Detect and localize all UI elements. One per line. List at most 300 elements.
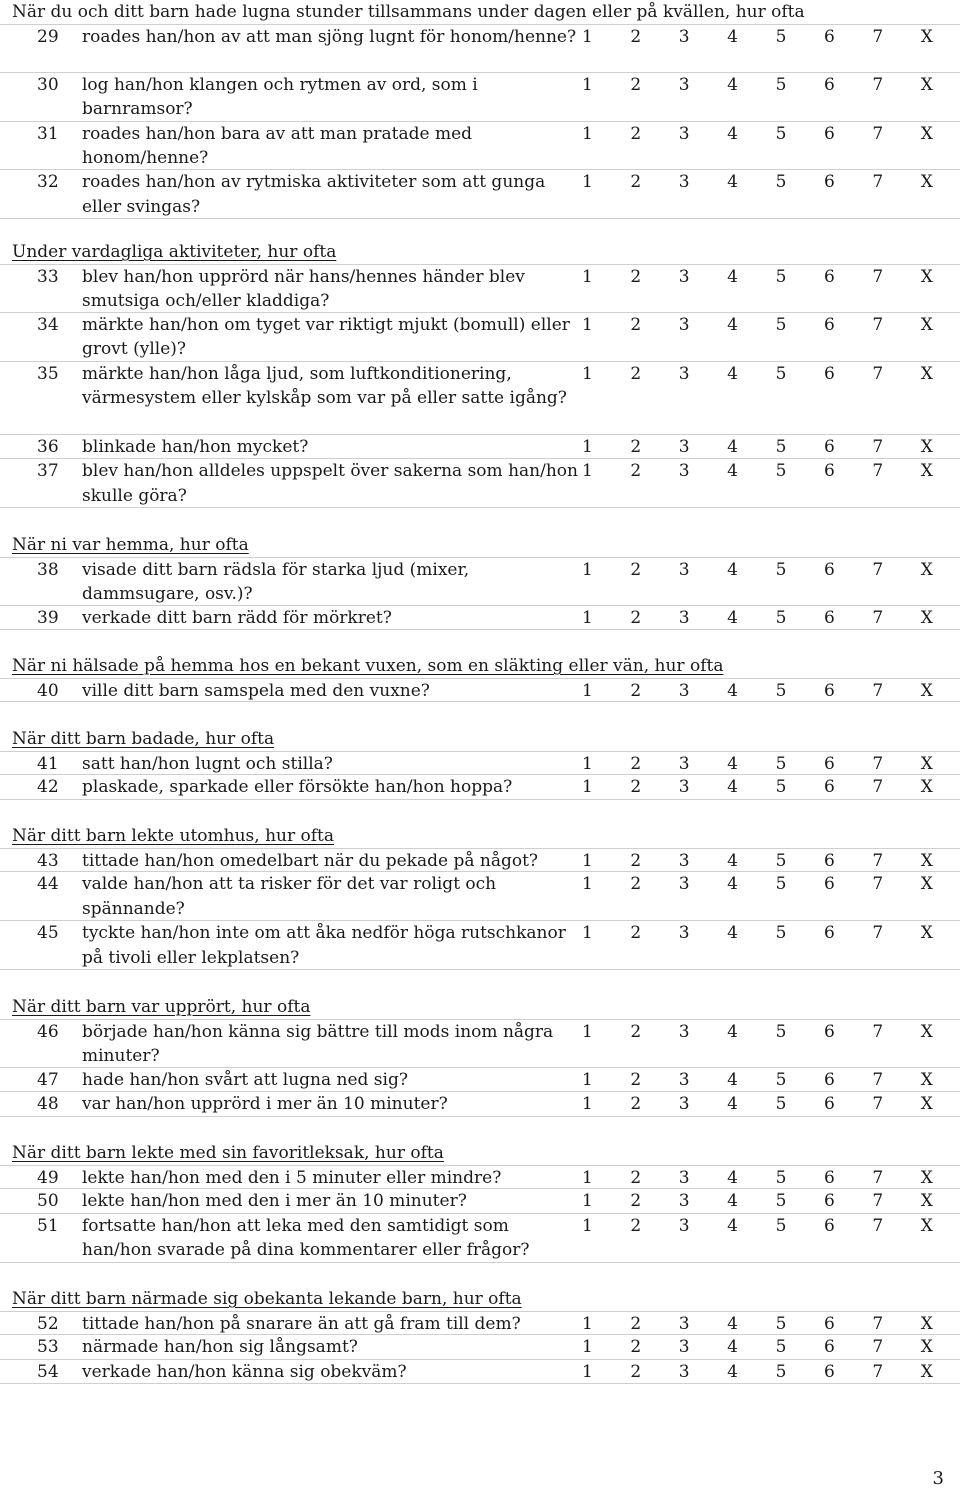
- answer-option[interactable]: 1: [582, 172, 593, 193]
- answer-scale: [582, 313, 951, 337]
- question-row: [0, 362, 960, 435]
- answer-option-dont-know[interactable]: X: [920, 1361, 933, 1382]
- answer-scale: [582, 849, 951, 873]
- answer-scale: [582, 73, 951, 97]
- answer-option[interactable]: 6: [823, 1337, 835, 1358]
- answer-option[interactable]: 7: [872, 923, 884, 944]
- question-number: 33: [37, 267, 59, 287]
- answer-option[interactable]: 7: [872, 754, 884, 774]
- answer-option[interactable]: 4: [727, 123, 738, 144]
- section-heading: När ditt barn var upprört, hur ofta: [12, 997, 311, 1017]
- answer-option[interactable]: 7: [872, 1168, 884, 1188]
- answer-option[interactable]: 2: [630, 560, 642, 580]
- answer-option[interactable]: 4: [727, 172, 738, 193]
- answer-option[interactable]: 1: [582, 363, 593, 384]
- answer-option[interactable]: 4: [727, 607, 738, 628]
- answer-option-dont-know[interactable]: X: [920, 1314, 933, 1334]
- answer-option[interactable]: 7: [872, 74, 884, 95]
- question-text: plaskade, sparkade eller försökte han/hon hoppa?: [82, 777, 513, 798]
- answer-option[interactable]: 1: [582, 560, 593, 580]
- question-section: [0, 654, 960, 702]
- answer-option[interactable]: 4: [727, 681, 738, 701]
- question-row: [0, 1311, 960, 1335]
- question-text: fortsatte han/hon att leka med den samtidigt som han/hon svarade på dina kommentarer eller frågor?: [82, 1215, 530, 1261]
- answer-option[interactable]: 5: [775, 1191, 787, 1212]
- answer-option[interactable]: 2: [630, 1361, 642, 1382]
- question-section: [0, 824, 960, 970]
- question-number: 31: [37, 123, 59, 144]
- answer-option[interactable]: 6: [823, 874, 835, 895]
- question-number: 30: [37, 74, 59, 95]
- answer-option[interactable]: 5: [775, 1215, 787, 1236]
- answer-scale: [582, 1092, 951, 1116]
- answer-option[interactable]: 7: [872, 461, 884, 482]
- answer-option[interactable]: 4: [727, 436, 738, 457]
- answer-scale: [582, 265, 951, 289]
- question-row: [0, 606, 960, 630]
- answer-option[interactable]: 4: [727, 560, 738, 580]
- answer-option[interactable]: 5: [775, 777, 787, 798]
- answer-option[interactable]: 3: [678, 1191, 690, 1212]
- question-section: [0, 0, 960, 219]
- answer-scale: [582, 679, 951, 703]
- answer-option[interactable]: 4: [727, 1022, 738, 1042]
- answer-option[interactable]: 1: [582, 1069, 593, 1090]
- question-text: lekte han/hon med den i 5 minuter eller mindre?: [82, 1168, 502, 1188]
- answer-option[interactable]: 7: [872, 172, 884, 193]
- answer-option[interactable]: 3: [678, 267, 690, 287]
- question-number: 52: [37, 1314, 59, 1334]
- answer-option[interactable]: 4: [727, 1069, 738, 1090]
- answer-option[interactable]: 2: [630, 436, 642, 457]
- answer-option[interactable]: 5: [775, 436, 787, 457]
- answer-option-dont-know[interactable]: X: [920, 172, 933, 193]
- question-section: [0, 995, 960, 1117]
- answer-option[interactable]: 6: [823, 923, 835, 944]
- answer-option[interactable]: 6: [823, 681, 835, 701]
- answer-option-dont-know[interactable]: X: [920, 560, 933, 580]
- answer-option[interactable]: 7: [872, 560, 884, 580]
- answer-option[interactable]: 6: [823, 363, 835, 384]
- answer-option[interactable]: 6: [823, 27, 835, 47]
- answer-option[interactable]: 2: [630, 74, 642, 95]
- question-number: 51: [37, 1215, 59, 1236]
- answer-option[interactable]: 1: [582, 923, 593, 944]
- answer-option[interactable]: 7: [872, 777, 884, 798]
- answer-option[interactable]: 6: [823, 461, 835, 482]
- answer-option[interactable]: 3: [678, 1069, 690, 1090]
- answer-option[interactable]: 2: [630, 363, 642, 384]
- answer-option[interactable]: 3: [678, 1094, 690, 1115]
- answer-option[interactable]: 5: [775, 1094, 787, 1115]
- answer-option[interactable]: 7: [872, 681, 884, 701]
- answer-option[interactable]: 7: [872, 1337, 884, 1358]
- question-row: [0, 170, 960, 219]
- answer-option[interactable]: 2: [630, 1022, 642, 1042]
- section-heading: När ditt barn badade, hur ofta: [12, 729, 275, 749]
- question-row: [0, 775, 960, 799]
- answer-option[interactable]: 1: [582, 74, 593, 95]
- answer-option-dont-know[interactable]: X: [920, 1337, 933, 1358]
- question-number: 39: [37, 607, 59, 628]
- answer-option-dont-know[interactable]: X: [920, 123, 933, 144]
- question-text: blev han/hon alldeles uppspelt över sakerna som han/hon skulle göra?: [82, 461, 578, 506]
- answer-option[interactable]: 1: [582, 1337, 593, 1358]
- answer-option[interactable]: 4: [727, 1337, 738, 1358]
- answer-option[interactable]: 2: [630, 607, 642, 628]
- question-text: tittade han/hon omedelbart när du pekade på något?: [82, 851, 539, 871]
- answer-option-dont-know[interactable]: X: [920, 314, 933, 335]
- answer-option[interactable]: 3: [678, 607, 690, 628]
- answer-option[interactable]: 3: [678, 681, 690, 701]
- section-heading: När ni var hemma, hur ofta: [12, 535, 249, 555]
- answer-option[interactable]: 2: [630, 754, 642, 774]
- answer-option[interactable]: 7: [872, 363, 884, 384]
- answer-option[interactable]: 2: [630, 1215, 642, 1236]
- answer-option[interactable]: 2: [630, 123, 642, 144]
- answer-option[interactable]: 1: [582, 1168, 593, 1188]
- answer-option-dont-know[interactable]: X: [920, 681, 933, 701]
- answer-option[interactable]: 3: [678, 1215, 690, 1236]
- answer-option[interactable]: 6: [823, 1191, 835, 1212]
- section-heading: När ditt barn närmade sig obekanta lekande barn, hur ofta: [12, 1289, 522, 1309]
- answer-option[interactable]: 5: [775, 874, 787, 895]
- question-text: visade ditt barn rädsla för starka ljud (mixer, dammsugare, osv.)?: [82, 560, 470, 605]
- answer-option[interactable]: 3: [678, 923, 690, 944]
- answer-scale: [582, 1020, 951, 1044]
- answer-option[interactable]: 4: [727, 754, 738, 774]
- answer-option[interactable]: 3: [678, 1361, 690, 1382]
- answer-option[interactable]: 6: [823, 1022, 835, 1042]
- answer-option[interactable]: 5: [775, 461, 787, 482]
- question-text: roades han/hon bara av att man pratade med honom/henne?: [82, 123, 473, 168]
- answer-option[interactable]: 1: [582, 461, 593, 482]
- answer-option[interactable]: 4: [727, 874, 738, 895]
- answer-scale: [582, 1214, 951, 1238]
- question-number: 48: [37, 1094, 59, 1115]
- question-text: verkade han/hon känna sig obekväm?: [82, 1361, 407, 1382]
- answer-option[interactable]: 1: [582, 1361, 593, 1382]
- answer-scale: [582, 775, 951, 799]
- answer-scale: [582, 459, 951, 483]
- answer-option[interactable]: 3: [678, 560, 690, 580]
- question-text: roades han/hon av rytmiska aktiviteter som att gunga eller svingas?: [82, 172, 546, 217]
- question-row: [0, 1335, 960, 1359]
- answer-option-dont-know[interactable]: X: [920, 607, 933, 628]
- answer-option[interactable]: 1: [582, 1022, 593, 1042]
- question-row: [0, 557, 960, 606]
- question-row: [0, 435, 960, 459]
- answer-option[interactable]: 3: [678, 74, 690, 95]
- answer-option[interactable]: 7: [872, 1022, 884, 1042]
- answer-scale: [582, 921, 951, 945]
- answer-option-dont-know[interactable]: X: [920, 267, 933, 287]
- answer-option[interactable]: 7: [872, 27, 884, 47]
- answer-option-dont-know[interactable]: X: [920, 777, 933, 798]
- question-text: närmade han/hon sig långsamt?: [82, 1337, 358, 1358]
- answer-option[interactable]: 3: [678, 1337, 690, 1358]
- answer-option[interactable]: 6: [823, 123, 835, 144]
- answer-option[interactable]: 1: [582, 267, 593, 287]
- answer-option[interactable]: 6: [823, 777, 835, 798]
- answer-option[interactable]: 5: [775, 267, 787, 287]
- answer-option-dont-know[interactable]: X: [920, 74, 933, 95]
- answer-option[interactable]: 2: [630, 314, 642, 335]
- answer-option-dont-know[interactable]: X: [920, 1022, 933, 1042]
- answer-scale: [582, 1360, 951, 1384]
- answer-option[interactable]: 7: [872, 1094, 884, 1115]
- answer-option[interactable]: 2: [630, 1191, 642, 1212]
- answer-option[interactable]: 6: [823, 436, 835, 457]
- question-number: 43: [37, 851, 59, 871]
- answer-option[interactable]: 6: [823, 172, 835, 193]
- answer-scale: [582, 872, 951, 896]
- answer-option[interactable]: 2: [630, 267, 642, 287]
- answer-option[interactable]: 7: [872, 436, 884, 457]
- answer-option[interactable]: 7: [872, 1069, 884, 1090]
- answer-option[interactable]: 4: [727, 777, 738, 798]
- answer-option[interactable]: 1: [582, 1215, 593, 1236]
- question-row: [0, 1214, 960, 1263]
- answer-option[interactable]: 2: [630, 1314, 642, 1334]
- answer-option[interactable]: 4: [727, 314, 738, 335]
- question-section: [0, 727, 960, 800]
- answer-option[interactable]: 6: [823, 267, 835, 287]
- answer-option-dont-know[interactable]: X: [920, 1069, 933, 1090]
- answer-option[interactable]: 3: [678, 777, 690, 798]
- answer-option[interactable]: 5: [775, 172, 787, 193]
- answer-option[interactable]: 5: [775, 560, 787, 580]
- answer-option[interactable]: 7: [872, 1215, 884, 1236]
- answer-option[interactable]: 5: [775, 1337, 787, 1358]
- answer-option[interactable]: 7: [872, 314, 884, 335]
- answer-option[interactable]: 4: [727, 1215, 738, 1236]
- question-number: 44: [37, 874, 59, 895]
- question-text: valde han/hon att ta risker för det var roligt och spännande?: [82, 874, 497, 919]
- question-number: 41: [37, 754, 59, 774]
- answer-option-dont-know[interactable]: X: [920, 1094, 933, 1115]
- answer-option-dont-know[interactable]: X: [920, 1168, 933, 1188]
- answer-option[interactable]: 1: [582, 27, 593, 47]
- question-row: [0, 1068, 960, 1092]
- section-heading: När ditt barn lekte med sin favoritleksak, hur ofta: [12, 1143, 444, 1163]
- answer-option[interactable]: 3: [678, 1314, 690, 1334]
- answer-option[interactable]: 5: [775, 1361, 787, 1382]
- answer-option[interactable]: 2: [630, 874, 642, 895]
- answer-option-dont-know[interactable]: X: [920, 27, 933, 47]
- answer-option[interactable]: 4: [727, 363, 738, 384]
- answer-scale: [582, 1068, 951, 1092]
- section-heading: När ditt barn lekte utomhus, hur ofta: [12, 826, 335, 846]
- answer-option[interactable]: 7: [872, 874, 884, 895]
- answer-option[interactable]: 3: [678, 123, 690, 144]
- answer-option[interactable]: 1: [582, 1314, 593, 1334]
- answer-option-dont-know[interactable]: X: [920, 851, 933, 871]
- answer-option[interactable]: 4: [727, 851, 738, 871]
- answer-option[interactable]: 7: [872, 267, 884, 287]
- answer-option[interactable]: 6: [823, 1215, 835, 1236]
- question-row: [0, 24, 960, 73]
- answer-option[interactable]: 3: [678, 436, 690, 457]
- answer-option-dont-know[interactable]: X: [920, 1215, 933, 1236]
- answer-option[interactable]: 4: [727, 1094, 738, 1115]
- answer-option[interactable]: 3: [678, 27, 690, 47]
- question-number: 35: [37, 363, 59, 384]
- answer-option[interactable]: 4: [727, 923, 738, 944]
- answer-option[interactable]: 1: [582, 681, 593, 701]
- answer-option[interactable]: 2: [630, 777, 642, 798]
- answer-scale: [582, 1335, 951, 1359]
- answer-option[interactable]: 2: [630, 461, 642, 482]
- question-number: 46: [37, 1022, 59, 1042]
- answer-option[interactable]: 5: [775, 923, 787, 944]
- answer-option-dont-know[interactable]: X: [920, 874, 933, 895]
- answer-option[interactable]: 1: [582, 874, 593, 895]
- answer-option[interactable]: 2: [630, 1337, 642, 1358]
- answer-option[interactable]: 1: [582, 314, 593, 335]
- question-text: tittade han/hon på snarare än att gå fram till dem?: [82, 1314, 521, 1334]
- answer-option-dont-know[interactable]: X: [920, 754, 933, 774]
- answer-option[interactable]: 3: [678, 1168, 690, 1188]
- answer-option[interactable]: 2: [630, 923, 642, 944]
- answer-option[interactable]: 4: [727, 461, 738, 482]
- answer-option[interactable]: 5: [775, 123, 787, 144]
- answer-option[interactable]: 5: [775, 1069, 787, 1090]
- answer-option[interactable]: 3: [678, 314, 690, 335]
- question-row: [0, 264, 960, 313]
- answer-option[interactable]: 1: [582, 851, 593, 871]
- answer-option[interactable]: 1: [582, 1191, 593, 1212]
- answer-option[interactable]: 5: [775, 74, 787, 95]
- question-row: [0, 313, 960, 362]
- answer-option[interactable]: 7: [872, 1314, 884, 1334]
- answer-option-dont-know[interactable]: X: [920, 461, 933, 482]
- answer-option[interactable]: 7: [872, 607, 884, 628]
- answer-option[interactable]: 5: [775, 363, 787, 384]
- answer-option[interactable]: 4: [727, 1168, 738, 1188]
- answer-option[interactable]: 3: [678, 461, 690, 482]
- answer-option[interactable]: 4: [727, 1191, 738, 1212]
- question-text: blev han/hon upprörd när hans/hennes händer blev smutsiga och/eller kladdiga?: [82, 267, 525, 312]
- answer-option[interactable]: 1: [582, 436, 593, 457]
- answer-option[interactable]: 3: [678, 1022, 690, 1042]
- answer-option[interactable]: 6: [823, 1361, 835, 1382]
- answer-option[interactable]: 6: [823, 1094, 835, 1115]
- question-number: 49: [37, 1168, 59, 1188]
- answer-option[interactable]: 5: [775, 1168, 787, 1188]
- answer-option[interactable]: 1: [582, 123, 593, 144]
- question-number: 36: [37, 436, 59, 457]
- question-number: 53: [37, 1337, 59, 1358]
- answer-option[interactable]: 6: [823, 607, 835, 628]
- question-row: [0, 751, 960, 775]
- answer-option-dont-know[interactable]: X: [920, 436, 933, 457]
- answer-scale: [582, 1312, 951, 1336]
- question-number: 34: [37, 314, 59, 335]
- answer-option[interactable]: 4: [727, 267, 738, 287]
- question-section: [0, 240, 960, 508]
- answer-option[interactable]: 7: [872, 123, 884, 144]
- answer-option[interactable]: 5: [775, 1022, 787, 1042]
- answer-option-dont-know[interactable]: X: [920, 1191, 933, 1212]
- answer-option[interactable]: 6: [823, 560, 835, 580]
- answer-option[interactable]: 6: [823, 754, 835, 774]
- page-number: 3: [932, 1468, 944, 1489]
- section-heading: Under vardagliga aktiviteter, hur ofta: [12, 242, 337, 262]
- answer-option[interactable]: 6: [823, 1069, 835, 1090]
- answer-option[interactable]: 1: [582, 1094, 593, 1115]
- question-number: 50: [37, 1191, 59, 1212]
- answer-option[interactable]: 6: [823, 74, 835, 95]
- question-text: började han/hon känna sig bättre till mods inom några minuter?: [82, 1022, 554, 1067]
- answer-option[interactable]: 1: [582, 607, 593, 628]
- answer-option[interactable]: 2: [630, 681, 642, 701]
- answer-option[interactable]: 4: [727, 27, 738, 47]
- answer-option[interactable]: 5: [775, 754, 787, 774]
- answer-option[interactable]: 3: [678, 851, 690, 871]
- answer-option[interactable]: 1: [582, 754, 593, 774]
- answer-option[interactable]: 1: [582, 777, 593, 798]
- question-text: ville ditt barn samspela med den vuxne?: [82, 681, 430, 701]
- answer-scale: [582, 558, 951, 582]
- answer-option[interactable]: 7: [872, 1361, 884, 1382]
- answer-option[interactable]: 5: [775, 607, 787, 628]
- answer-option[interactable]: 7: [872, 1191, 884, 1212]
- answer-option[interactable]: 5: [775, 314, 787, 335]
- question-section: [0, 533, 960, 630]
- question-row: [0, 122, 960, 171]
- answer-option[interactable]: 6: [823, 851, 835, 871]
- question-number: 45: [37, 923, 59, 944]
- answer-option[interactable]: 3: [678, 754, 690, 774]
- answer-option[interactable]: 2: [630, 851, 642, 871]
- answer-option[interactable]: 6: [823, 1168, 835, 1188]
- answer-option[interactable]: 2: [630, 1094, 642, 1115]
- question-section: [0, 1287, 960, 1384]
- answer-option[interactable]: 3: [678, 363, 690, 384]
- answer-scale: [582, 362, 951, 386]
- question-row: [0, 1165, 960, 1189]
- question-row: [0, 678, 960, 702]
- answer-scale: [582, 170, 951, 194]
- section-heading: När du och ditt barn hade lugna stunder tillsammans under dagen eller på kvällen, hur ofta: [12, 2, 805, 22]
- answer-option[interactable]: 2: [630, 172, 642, 193]
- question-text: tyckte han/hon inte om att åka nedför höga rutschkanor på tivoli eller lekplatsen?: [82, 923, 566, 968]
- answer-option[interactable]: 2: [630, 1069, 642, 1090]
- answer-option[interactable]: 2: [630, 1168, 642, 1188]
- answer-option[interactable]: 4: [727, 74, 738, 95]
- question-section: [0, 1141, 960, 1263]
- answer-option[interactable]: 5: [775, 851, 787, 871]
- answer-option[interactable]: 5: [775, 1314, 787, 1334]
- answer-option[interactable]: 7: [872, 851, 884, 871]
- answer-option[interactable]: 5: [775, 681, 787, 701]
- question-number: 37: [37, 461, 59, 482]
- answer-option[interactable]: 3: [678, 874, 690, 895]
- answer-option-dont-know[interactable]: X: [920, 363, 933, 384]
- answer-option-dont-know[interactable]: X: [920, 923, 933, 944]
- answer-option[interactable]: 6: [823, 1314, 835, 1334]
- answer-option[interactable]: 4: [727, 1361, 738, 1382]
- answer-option[interactable]: 3: [678, 172, 690, 193]
- answer-option[interactable]: 4: [727, 1314, 738, 1334]
- question-text: log han/hon klangen och rytmen av ord, som i barnramsor?: [82, 74, 478, 120]
- answer-option[interactable]: 6: [823, 314, 835, 335]
- answer-option[interactable]: 5: [775, 27, 787, 47]
- answer-option[interactable]: 2: [630, 27, 642, 47]
- question-number: 42: [37, 777, 59, 798]
- question-number: 38: [37, 560, 59, 580]
